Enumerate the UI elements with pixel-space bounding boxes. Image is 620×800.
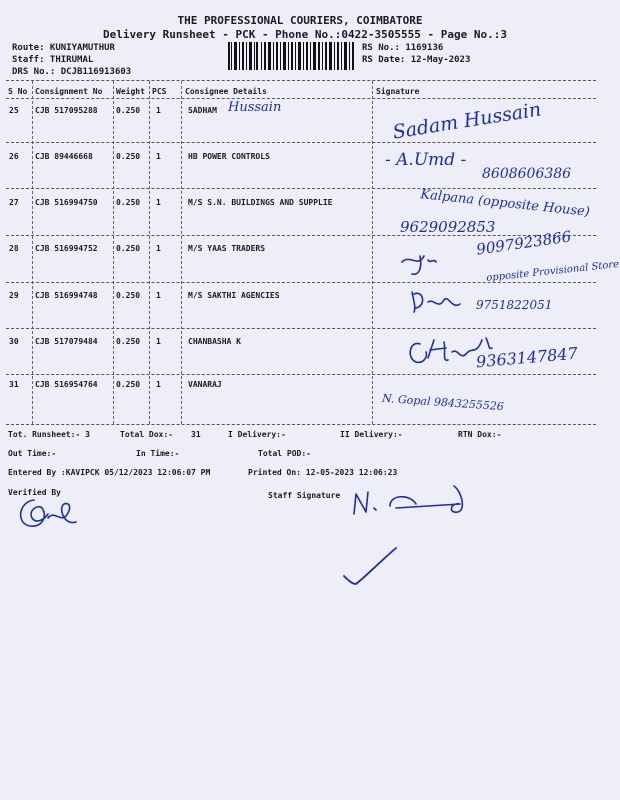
row-weight: 0.250 xyxy=(116,291,141,300)
i-delivery: I Delivery:- xyxy=(228,430,286,439)
row-consignment: CJB 517095288 xyxy=(35,106,98,115)
row-signature-note: opposite Provisional Store xyxy=(485,259,620,284)
row-consignee: CHANBASHA K xyxy=(188,337,241,346)
table-bottom-rule xyxy=(6,424,596,425)
col-header-consignee: Consignee Details xyxy=(185,87,267,96)
row-divider xyxy=(6,142,596,143)
row-weight: 0.250 xyxy=(116,198,141,207)
row-pcs: 1 xyxy=(156,337,161,346)
check-mark xyxy=(342,546,402,590)
col-rule xyxy=(372,81,373,424)
row-consignee: M/S YAAS TRADERS xyxy=(188,244,266,253)
row-signature: Sadam Hussain xyxy=(391,98,543,144)
row-divider xyxy=(6,374,596,375)
drs-number: DRS No.: DCJB116913603 xyxy=(12,67,132,77)
col-header-weight: Weight xyxy=(116,87,145,96)
handwritten-consignee-note: Hussain xyxy=(228,100,282,115)
printed-on: Printed On: 12-05-2023 12:06:23 xyxy=(248,468,398,477)
row-signature: N. Gopal 9843255526 xyxy=(381,391,505,414)
row-weight: 0.250 xyxy=(116,152,141,161)
row-consignee: M/S SAKTHI AGENCIES xyxy=(188,291,280,300)
row-signature-phone: 9629092853 xyxy=(400,218,496,236)
row-consignment: CJB 517079484 xyxy=(35,337,98,346)
col-header-signature: Signature xyxy=(376,87,420,96)
row-divider xyxy=(6,188,596,189)
staff-signature-scribble xyxy=(350,484,500,524)
col-rule xyxy=(181,81,182,424)
row-consignment: CJB 516954764 xyxy=(35,380,98,389)
row-weight: 0.250 xyxy=(116,106,141,115)
col-rule xyxy=(149,81,150,424)
row-divider xyxy=(6,282,596,283)
col-header-pcs: PCS xyxy=(152,87,167,96)
scribble-signature xyxy=(400,250,440,280)
row-signature: - A.Umd - xyxy=(385,150,467,170)
row-pcs: 1 xyxy=(156,152,161,161)
rtn-dox: RTN Dox:- xyxy=(458,430,502,439)
table-header-rule xyxy=(6,98,596,99)
row-signature-phone: 9363147847 xyxy=(475,343,579,372)
row-pcs: 1 xyxy=(156,106,161,115)
row-sno: 26 xyxy=(9,152,19,161)
row-consignment: CJB 89446668 xyxy=(35,152,93,161)
scribble-signature xyxy=(410,288,470,318)
document-subtitle: Delivery Runsheet - PCK - Phone No.:0422-3505555 - Page No.:3 xyxy=(103,28,507,41)
barcode xyxy=(228,42,356,70)
row-consignment: CJB 516994752 xyxy=(35,244,98,253)
col-header-consignment: Consignment No xyxy=(35,87,103,96)
total-dox-label: Total Dox:- xyxy=(120,430,173,439)
entered-by: Entered By :KAVIPCK 05/12/2023 12:06:07 PM xyxy=(8,468,211,477)
rs-date: RS Date: 12-May-2023 xyxy=(362,55,471,65)
row-signature: Kalpana (opposite House) xyxy=(419,187,591,220)
row-signature-phone: 9097923866 xyxy=(475,227,573,259)
row-sno: 25 xyxy=(9,106,19,115)
total-pod: Total POD:- xyxy=(258,449,311,458)
col-header-sno: S No xyxy=(8,87,28,96)
route-label: Route: KUNIYAMUTHUR xyxy=(12,43,115,53)
row-consignee: SADHAM xyxy=(188,106,217,115)
row-divider xyxy=(6,328,596,329)
col-rule xyxy=(32,81,33,424)
total-runsheet: Tot. Runsheet:- 3 xyxy=(8,430,90,439)
row-weight: 0.250 xyxy=(116,380,141,389)
row-consignee: M/S S.N. BUILDINGS AND SUPPLIE xyxy=(188,198,333,207)
col-rule xyxy=(113,81,114,424)
row-consignee: VANARAJ xyxy=(188,380,222,389)
staff-label: Staff: THIRUMAL xyxy=(12,55,94,65)
row-weight: 0.250 xyxy=(116,337,141,346)
row-sno: 27 xyxy=(9,198,19,207)
row-pcs: 1 xyxy=(156,244,161,253)
row-sno: 28 xyxy=(9,244,19,253)
rs-number: RS No.: 1169136 xyxy=(362,43,444,53)
row-sno: 31 xyxy=(9,380,19,389)
row-consignment: CJB 516994750 xyxy=(35,198,98,207)
row-pcs: 1 xyxy=(156,380,161,389)
row-pcs: 1 xyxy=(156,198,161,207)
verified-by-label: Verified By xyxy=(8,488,61,497)
total-dox-value: 31 xyxy=(191,430,201,439)
row-consignment: CJB 516994748 xyxy=(35,291,98,300)
in-time: In Time:- xyxy=(136,449,180,458)
row-signature-phone: 9751822051 xyxy=(476,298,553,312)
out-time: Out Time:- xyxy=(8,449,57,458)
row-weight: 0.250 xyxy=(116,244,141,253)
ii-delivery: II Delivery:- xyxy=(340,430,403,439)
verified-signature-scribble xyxy=(14,496,84,532)
table-top-rule xyxy=(6,80,596,81)
row-signature-phone: 8608606386 xyxy=(482,166,572,182)
staff-signature-label: Staff Signature xyxy=(268,491,341,500)
row-sno: 30 xyxy=(9,337,19,346)
row-sno: 29 xyxy=(9,291,19,300)
document-title: THE PROFESSIONAL COURIERS, COIMBATORE xyxy=(177,14,423,27)
row-pcs: 1 xyxy=(156,291,161,300)
row-consignee: HB POWER CONTROLS xyxy=(188,152,270,161)
